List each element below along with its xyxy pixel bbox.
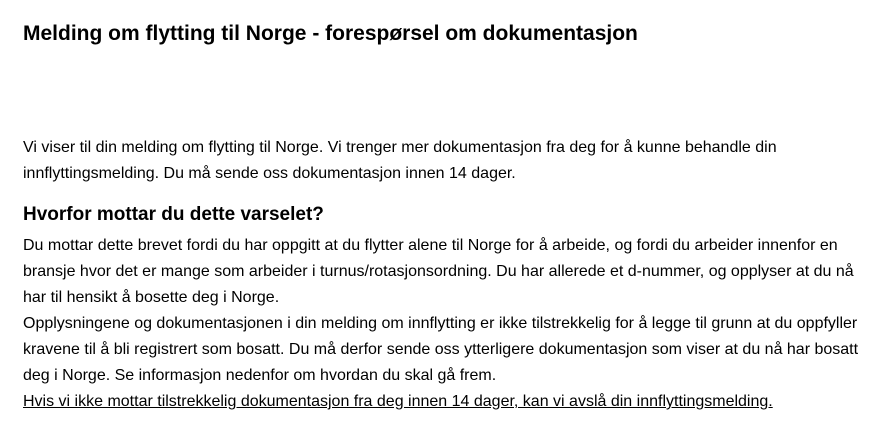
- section-body: [23, 233, 868, 415]
- documentation-paragraph: Opplysningene og dokumentasjonen i din melding om innflytting er ikke tilstrekkelig for å legge til grunn at du oppfyller kravene til å bli registrert som bosatt. Du må derfor sende oss ytterligere dokumentasjon som viser at du nå har bosatt deg i Norge. Se informasjon nedenfor om hvordan du skal gå frem.: [23, 315, 859, 384]
- section-heading: Hvorfor mottar du dette varselet?: [23, 204, 324, 225]
- document-title: Melding om flytting til Norge - forespørsel om dokumentasjon: [23, 22, 638, 45]
- deadline-warning: Hvis vi ikke mottar tilstrekkelig dokumentasjon fra deg innen 14 dager, kan vi avslå din innflyttingsmelding.: [23, 393, 773, 410]
- intro-paragraph: Vi viser til din melding om flytting til Norge. Vi trenger mer dokumentasjon fra deg for å kunne behandle din innflyttingsmelding. Du må sende oss dokumentasjon innen 14 dager.: [23, 139, 777, 182]
- reason-paragraph: Du mottar dette brevet fordi du har oppgitt at du flytter alene til Norge for å arbeide, og fordi du arbeider innenfor en bransje hvor det er mange som arbeider i turnus/rotasjonsordning. Du har allerede et d-nummer, og opplyser at du nå har til hensikt å bosette deg i Norge.: [23, 237, 854, 306]
